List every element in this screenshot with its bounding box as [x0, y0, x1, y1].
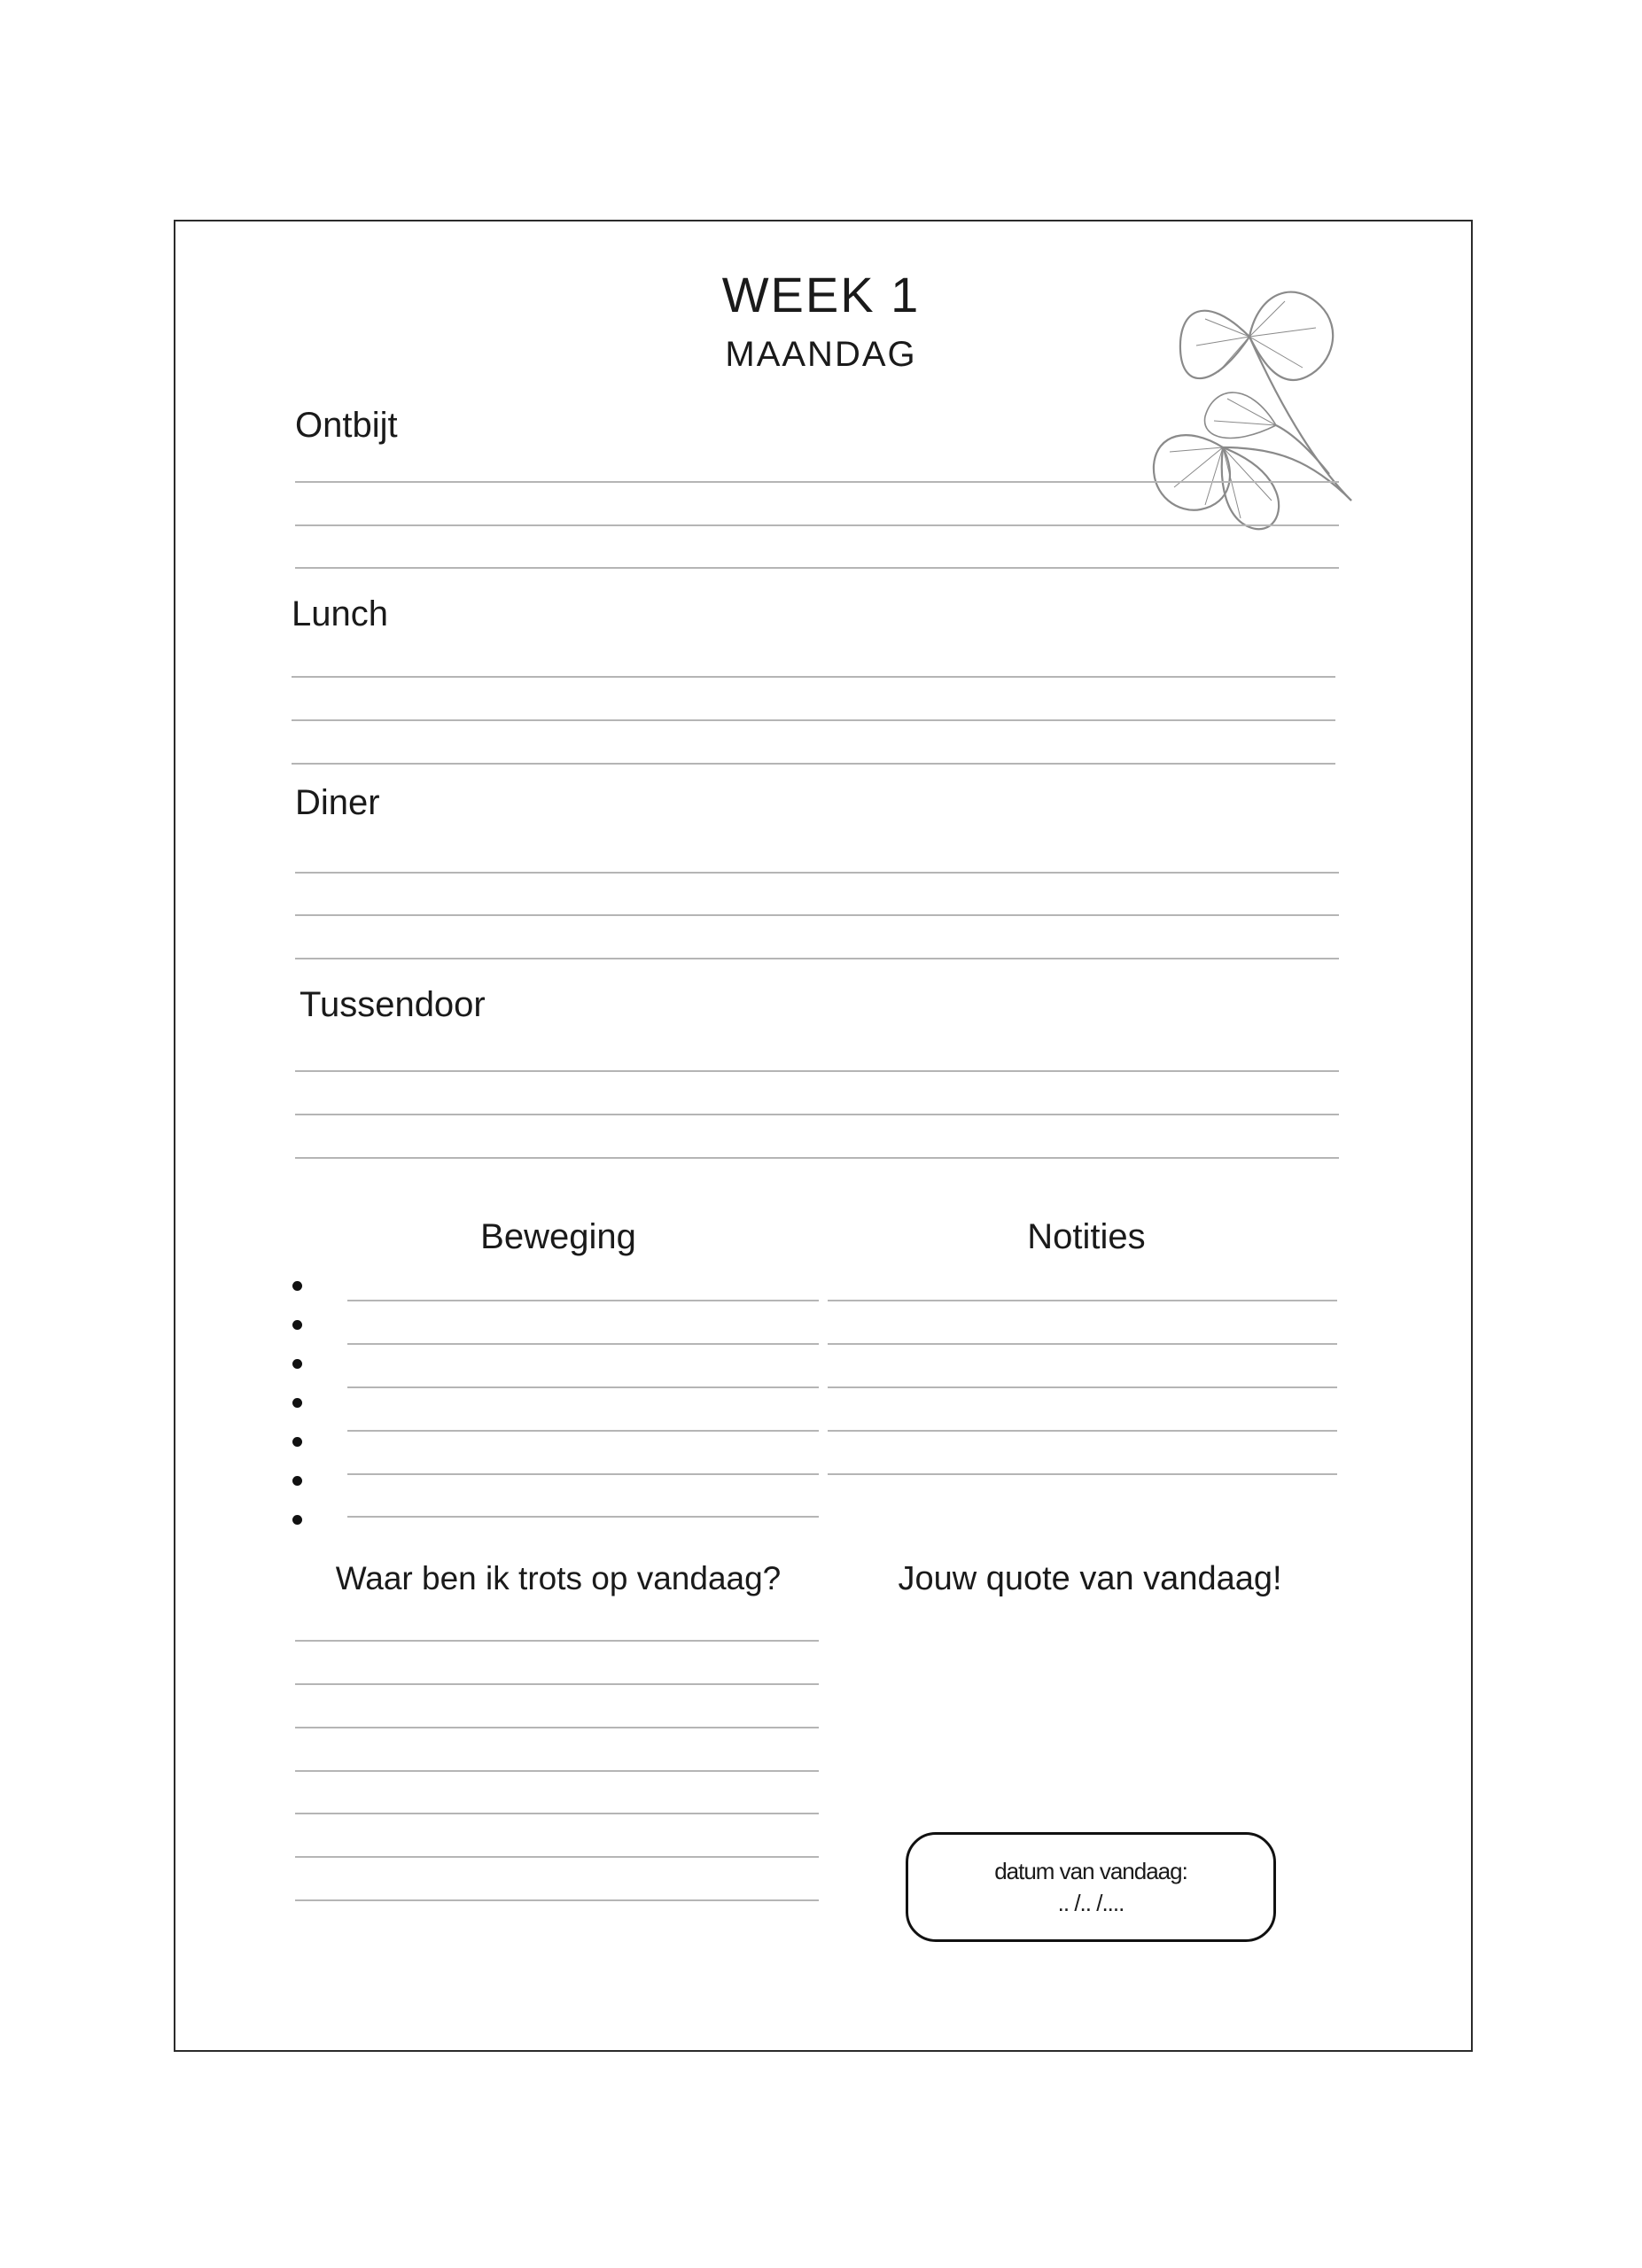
- week-title: WEEK 1: [721, 267, 921, 322]
- writing-line[interactable]: [295, 524, 1339, 526]
- writing-line[interactable]: [295, 1114, 1339, 1115]
- writing-line[interactable]: [295, 872, 1339, 874]
- trots-line[interactable]: [295, 1813, 819, 1814]
- bullet: [292, 1437, 302, 1447]
- beweging-line[interactable]: [347, 1473, 819, 1475]
- trots-line[interactable]: [295, 1856, 819, 1858]
- section-label-tussendoor: Tussendoor: [300, 985, 486, 1024]
- trots-line[interactable]: [295, 1683, 819, 1685]
- section-label-lunch: Lunch: [292, 594, 388, 633]
- section-label-notities: Notities: [1027, 1217, 1146, 1256]
- trots-line[interactable]: [295, 1770, 819, 1772]
- date-label: datum van vandaag:: [994, 1858, 1187, 1884]
- bullet: [292, 1320, 302, 1330]
- writing-line[interactable]: [295, 914, 1339, 916]
- notities-line[interactable]: [828, 1386, 1337, 1388]
- beweging-line[interactable]: [347, 1343, 819, 1345]
- notities-line[interactable]: [828, 1300, 1337, 1301]
- trots-line[interactable]: [295, 1727, 819, 1728]
- day-title: MAANDAG: [725, 335, 917, 374]
- notities-line[interactable]: [828, 1430, 1337, 1432]
- ginkgo-leaf-icon: [1152, 284, 1365, 558]
- section-label-ontbijt: Ontbijt: [295, 406, 398, 445]
- section-label-beweging: Beweging: [480, 1217, 636, 1256]
- writing-line[interactable]: [295, 1070, 1339, 1072]
- beweging-line[interactable]: [347, 1516, 819, 1518]
- trots-line[interactable]: [295, 1640, 819, 1642]
- bullet: [292, 1398, 302, 1408]
- notities-line[interactable]: [828, 1343, 1337, 1345]
- date-value: .. /.. /....: [1057, 1890, 1124, 1916]
- writing-line[interactable]: [295, 1157, 1339, 1159]
- beweging-line[interactable]: [347, 1430, 819, 1432]
- section-label-diner: Diner: [295, 783, 380, 822]
- date-box[interactable]: [906, 1832, 1276, 1942]
- beweging-line[interactable]: [347, 1386, 819, 1388]
- bullet: [292, 1476, 302, 1486]
- section-label-quote: Jouw quote van vandaag!: [898, 1560, 1282, 1597]
- beweging-line[interactable]: [347, 1300, 819, 1301]
- bullet: [292, 1359, 302, 1369]
- writing-line[interactable]: [295, 481, 1339, 483]
- trots-line[interactable]: [295, 1899, 819, 1901]
- writing-line[interactable]: [292, 676, 1335, 678]
- writing-line[interactable]: [292, 719, 1335, 721]
- bullet: [292, 1515, 302, 1525]
- section-label-trots: Waar ben ik trots op vandaag?: [335, 1560, 782, 1596]
- writing-line[interactable]: [295, 567, 1339, 569]
- writing-line[interactable]: [295, 958, 1339, 959]
- writing-line[interactable]: [292, 763, 1335, 765]
- bullet: [292, 1281, 302, 1291]
- notities-line[interactable]: [828, 1473, 1337, 1475]
